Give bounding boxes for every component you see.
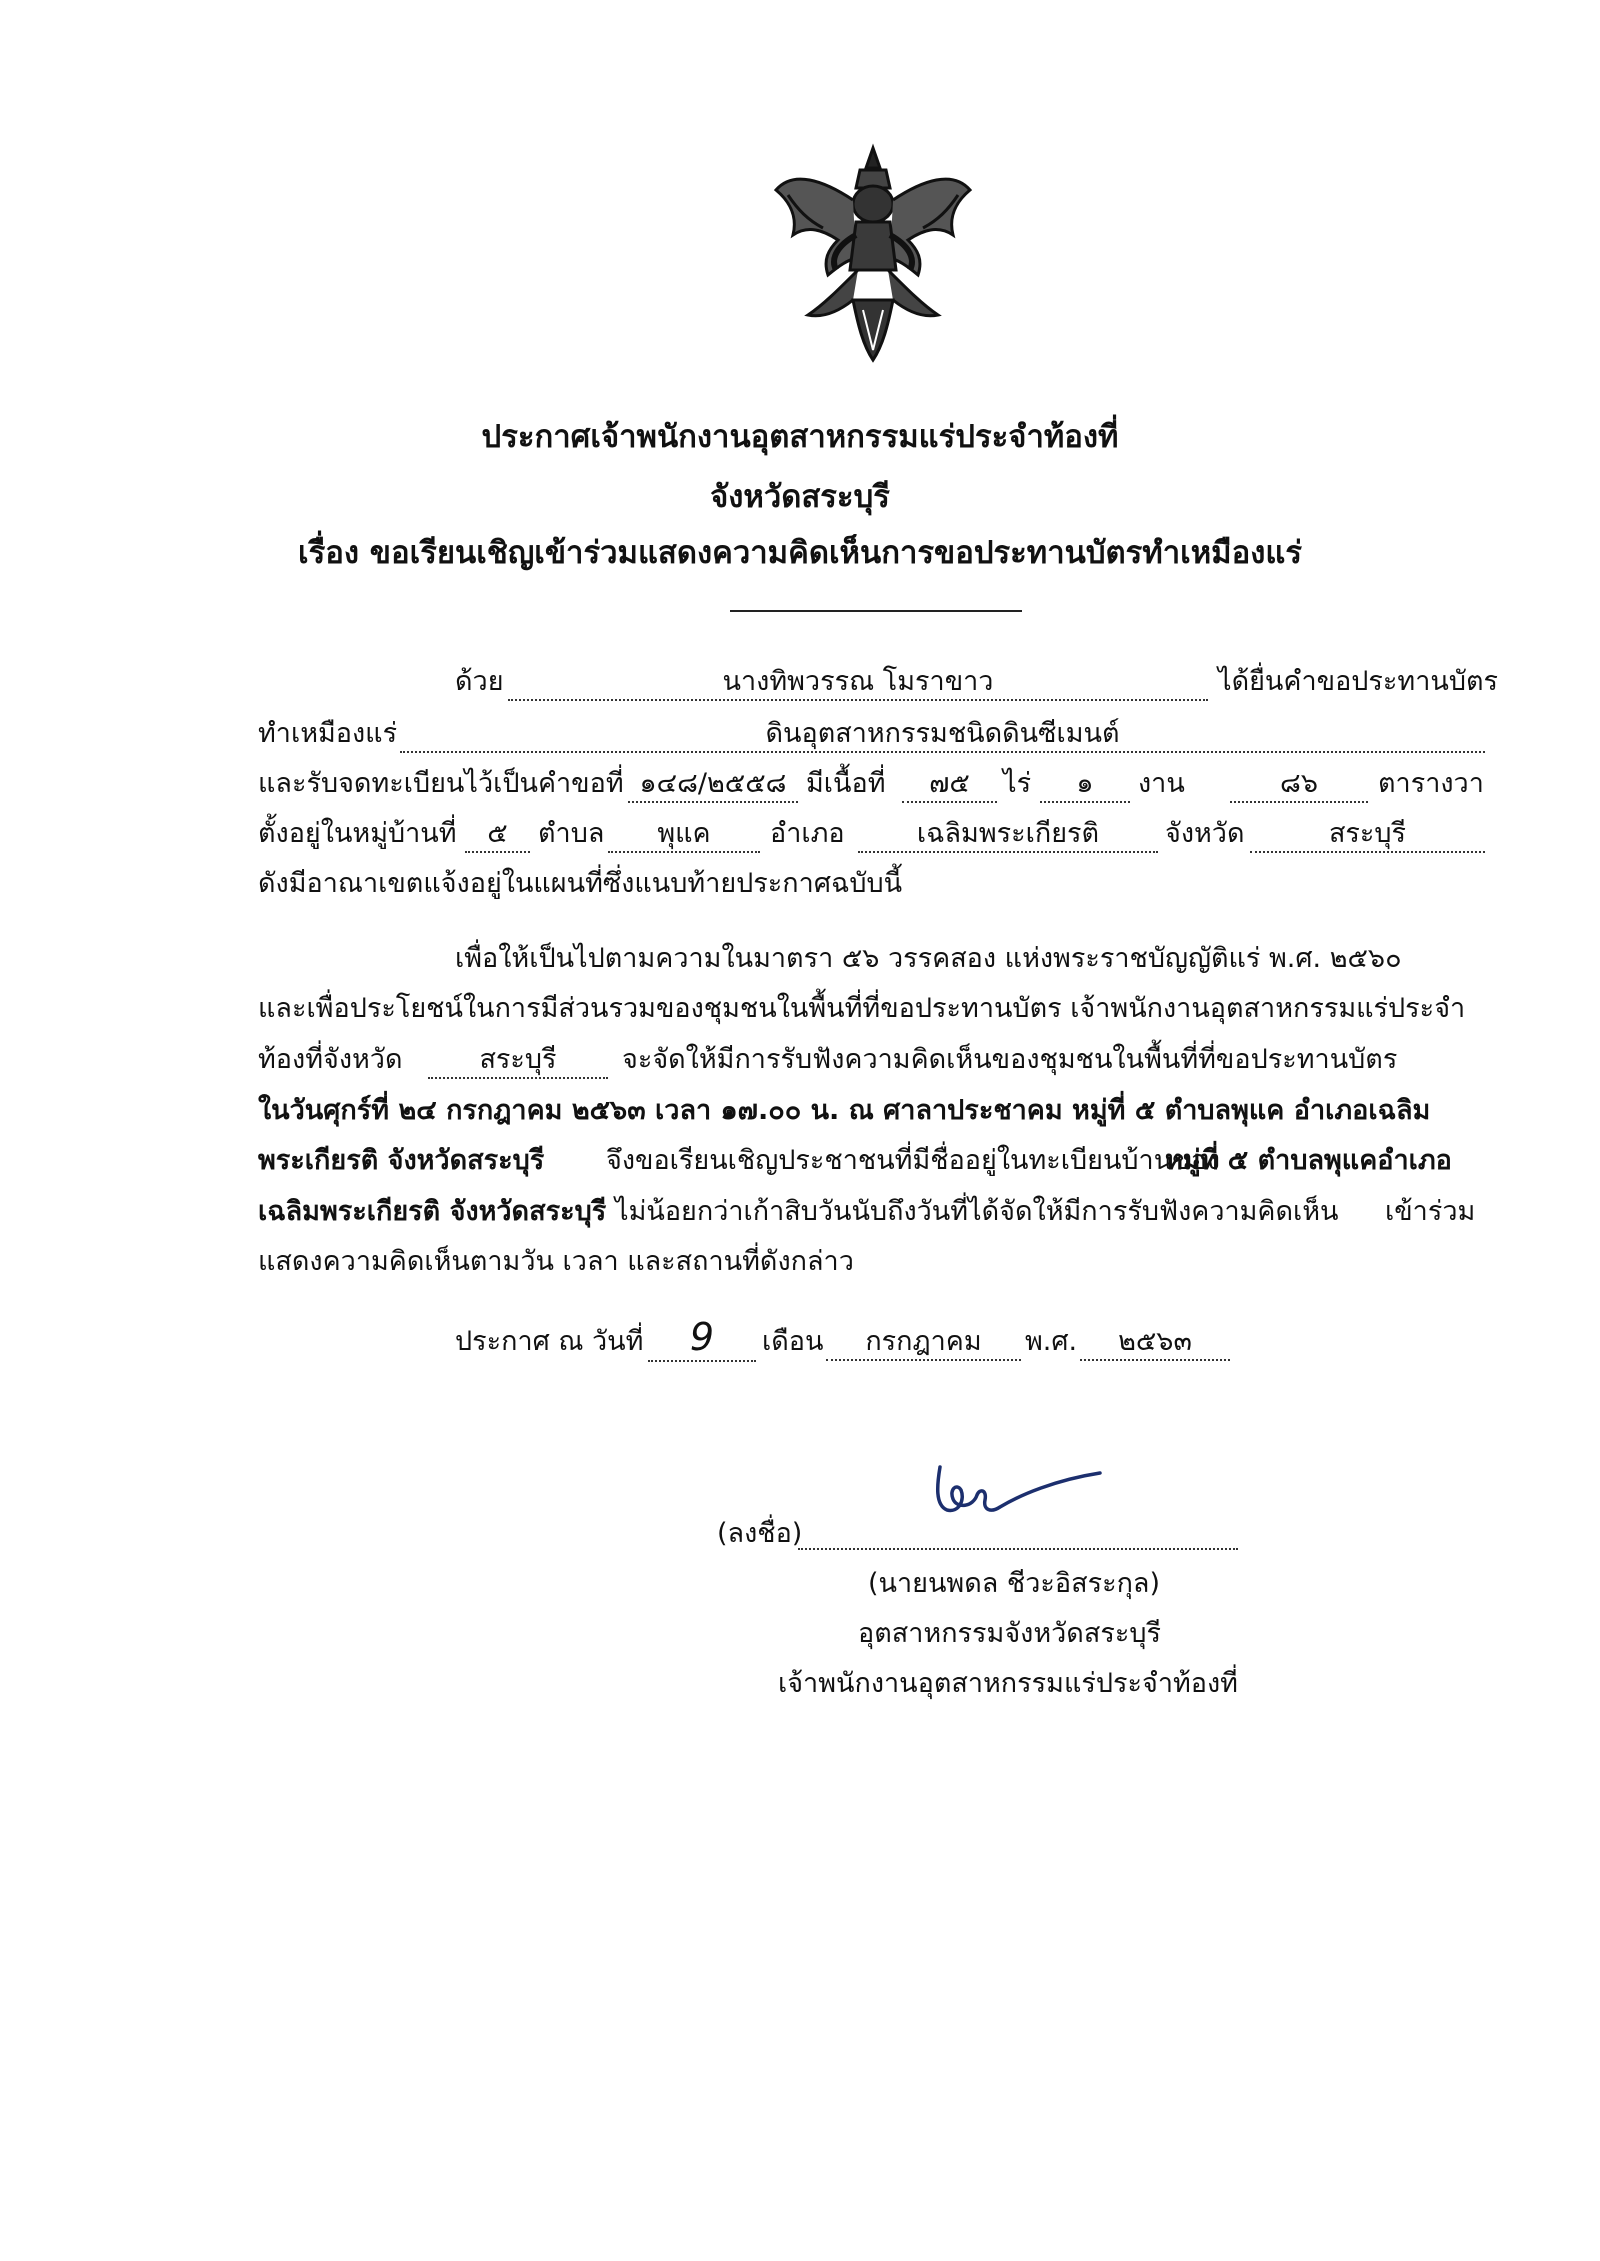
signer-position-1: อุตสาหกรรมจังหวัดสระบุรี <box>858 1618 1161 1649</box>
dateline-year-label: พ.ศ. <box>1025 1326 1078 1357</box>
dateline-month-label: เดือน <box>762 1326 824 1357</box>
mine-label: ทำเหมืองแร่ <box>258 718 398 749</box>
area-label: มีเนื้อที่ <box>806 768 886 799</box>
header-divider <box>730 610 1022 612</box>
paragraph-line-3b: จะจัดให้มีการรับฟังความคิดเห็นของชุมชนในพื้นที่ที่ขอประทานบัตร <box>622 1044 1398 1075</box>
paragraph-line-6a: เฉลิมพระเกียรติ จังหวัดสระบุรี <box>258 1196 607 1227</box>
province-field: สระบุรี <box>1250 820 1485 853</box>
header-subject: เรื่อง ขอเรียนเชิญเข้าร่วมแสดงความคิดเห็นการขอประทานบัตรทำเหมืองแร่ <box>298 535 1302 571</box>
paragraph-province-field: สระบุรี <box>428 1046 608 1079</box>
applicant-field: นางทิพวรรณ โมราขาว <box>508 668 1208 701</box>
garuda-emblem-icon <box>768 140 978 365</box>
amphoe-field: เฉลิมพระเกียรติ <box>858 820 1158 853</box>
paragraph-line-2: และเพื่อประโยชน์ในการมีส่วนรวมของชุมชนในพื้นที่ที่ขอประทานบัตร เจ้าพนักงานอุตสาหกรรมแร่ประจำ <box>258 993 1466 1024</box>
rai-field: ๗๕ <box>902 770 997 803</box>
submitted-label: ได้ยื่นคำขอประทานบัตร <box>1218 666 1499 697</box>
paragraph-line-5a: พระเกียรติ จังหวัดสระบุรี <box>258 1145 545 1176</box>
tambon-label: ตำบล <box>538 818 605 849</box>
dateline-day-field: 9 <box>648 1318 756 1362</box>
paragraph-line-3a: ท้องที่จังหวัด <box>258 1044 403 1075</box>
by-label: ด้วย <box>455 666 504 697</box>
header-title: ประกาศเจ้าพนักงานอุตสาหกรรมแร่ประจำท้องที่ <box>481 419 1119 455</box>
village-label: ตั้งอยู่ในหมู่บ้านที่ <box>258 818 457 849</box>
sqwa-label: ตารางวา <box>1378 768 1484 799</box>
paragraph-line-5c: หมู่ที่ ๕ ตำบลพุแคอำเภอ <box>1165 1145 1452 1176</box>
dateline-label: ประกาศ ณ วันที่ <box>455 1326 644 1357</box>
village-no-field: ๕ <box>465 820 530 853</box>
map-note: ดังมีอาณาเขตแจ้งอยู่ในแผนที่ซึ่งแนบท้ายประกาศฉบับนี้ <box>258 868 903 899</box>
signature-mark <box>925 1455 1135 1535</box>
province-label: จังหวัด <box>1165 818 1245 849</box>
rai-label: ไร่ <box>1003 768 1032 799</box>
registered-label: และรับจดทะเบียนไว้เป็นคำขอที่ <box>258 768 624 799</box>
paragraph-line-6c: เข้าร่วม <box>1385 1196 1476 1227</box>
signature-line <box>798 1548 1238 1550</box>
signer-position-2: เจ้าพนักงานอุตสาหกรรมแร่ประจำท้องที่ <box>778 1668 1238 1699</box>
sign-label: (ลงชื่อ) <box>717 1518 803 1549</box>
dateline-month-field: กรกฎาคม <box>826 1328 1021 1361</box>
paragraph-line-4: ในวันศุกร์ที่ ๒๔ กรกฎาคม ๒๕๖๓ เวลา ๑๗.๐๐ น. ณ ศาลาประชาคม หมู่ที่ ๕ ตำบลพุแค อำเภอเฉลิม <box>258 1095 1431 1126</box>
signer-name: (นายนพดล ชีวะอิสระกุล) <box>868 1568 1161 1599</box>
header-province: จังหวัดสระบุรี <box>710 479 890 515</box>
request-no-field: ๑๔๘/๒๕๕๘ <box>628 770 798 803</box>
ngan-field: ๑ <box>1040 770 1130 803</box>
mineral-field: ดินอุตสาหกรรมชนิดดินซีเมนต์ <box>400 720 1485 753</box>
ngan-label: งาน <box>1138 768 1185 799</box>
paragraph-line-5b: จึงขอเรียนเชิญประชาชนที่มีชื่ออยู่ในทะเบียนบ้านของ <box>606 1145 1221 1176</box>
sqwa-field: ๘๖ <box>1230 770 1368 803</box>
dateline-year-field: ๒๕๖๓ <box>1080 1328 1230 1361</box>
tambon-field: พุแค <box>608 820 760 853</box>
paragraph-line-6b: ไม่น้อยกว่าเก้าสิบวันนับถึงวันที่ได้จัดให้มีการรับฟังความคิดเห็น <box>615 1196 1339 1227</box>
paragraph-line-7: แสดงความคิดเห็นตามวัน เวลา และสถานที่ดังกล่าว <box>258 1246 854 1277</box>
paragraph-line-1: เพื่อให้เป็นไปตามความในมาตรา ๕๖ วรรคสอง แห่งพระราชบัญญัติแร่ พ.ศ. ๒๕๖๐ <box>455 943 1402 974</box>
amphoe-label: อำเภอ <box>770 818 845 849</box>
